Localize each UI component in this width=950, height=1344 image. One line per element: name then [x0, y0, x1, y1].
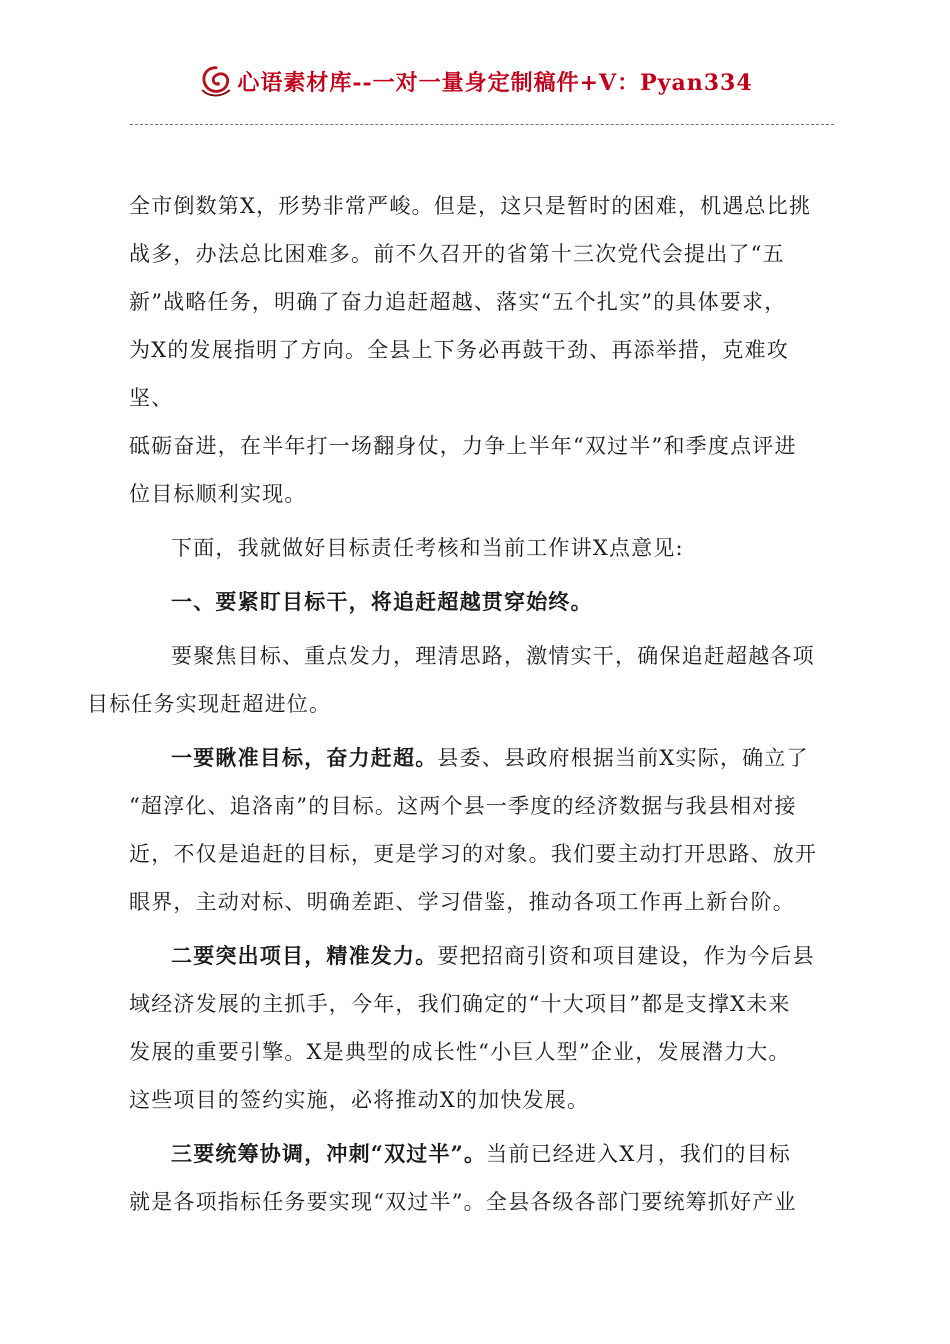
paragraph-4: 一要瞅准目标，奋力赶超。县委、县政府根据当前X实际，确立了 “超淳化、追洛南”的目标。这两个县一季度的经济数据与我县相对接 近，不仅是追赶的目标，更是学习的对象。我们要主动打开思路、放开 眼界，主动对标、明确差距、学习借鉴，推动各项工作再上新台阶。: [129, 745, 818, 914]
paragraph-6: 三要统筹协调，冲刺“双过半”。当前已经进入X月，我们的目标 就是各项指标任务要实现“双过半”。全县各级各部门要统筹抓好产业: [129, 1141, 797, 1214]
header-brand-text: 心语素材库--一对一量身定制稿件+V：Pyan334: [237, 69, 753, 96]
document-body: [87, 182, 829, 1226]
sub-heading-2: 二要突出项目，精准发力。: [171, 943, 438, 968]
paragraph-1: 全市倒数第X，形势非常严峻。但是，这只是暂时的困难，机遇总比挑 战多，办法总比困难多。前不久召开的省第十三次党代会提出了“五 新”战略任务，明确了奋力追赶超越、落实“五个扎实”的具体要求， 为X的发展指明了方向。全县上下务必再鼓干劲、再添举措，克难攻坚、 砥砺奋进，在半年打一场翻身仗，力争上半年“双过半”和季度点评进 位目标顺利实现。: [129, 194, 812, 506]
paragraph-5: 二要突出项目，精准发力。要把招商引资和项目建设，作为今后县 域经济发展的主抓手，今年，我们确定的“十大项目”都是支撑X未来 发展的重要引擎。X是典型的成长性“小巨人型”企业，发展潜力大。 这些项目的签约实施，必将推动X的加快发展。: [129, 943, 815, 1112]
paragraph-3: 要聚焦目标、重点发力，理清思路，激情实干，确保追赶超越各项 目标任务实现赶超进位。: [87, 644, 815, 716]
sub-heading-3: 三要统筹协调，冲刺“双过半”。: [171, 1141, 487, 1166]
swirl-logo-icon: [197, 62, 235, 100]
header-divider: [130, 124, 834, 125]
sub-heading-1: 一要瞅准目标，奋力赶超。: [171, 745, 438, 770]
paragraph-2: 下面，我就做好目标责任考核和当前工作讲X点意见:: [171, 536, 684, 560]
page-header: [0, 58, 950, 104]
section-heading-1: 一、要紧盯目标干，将追赶超越贯穿始终。: [171, 589, 593, 614]
